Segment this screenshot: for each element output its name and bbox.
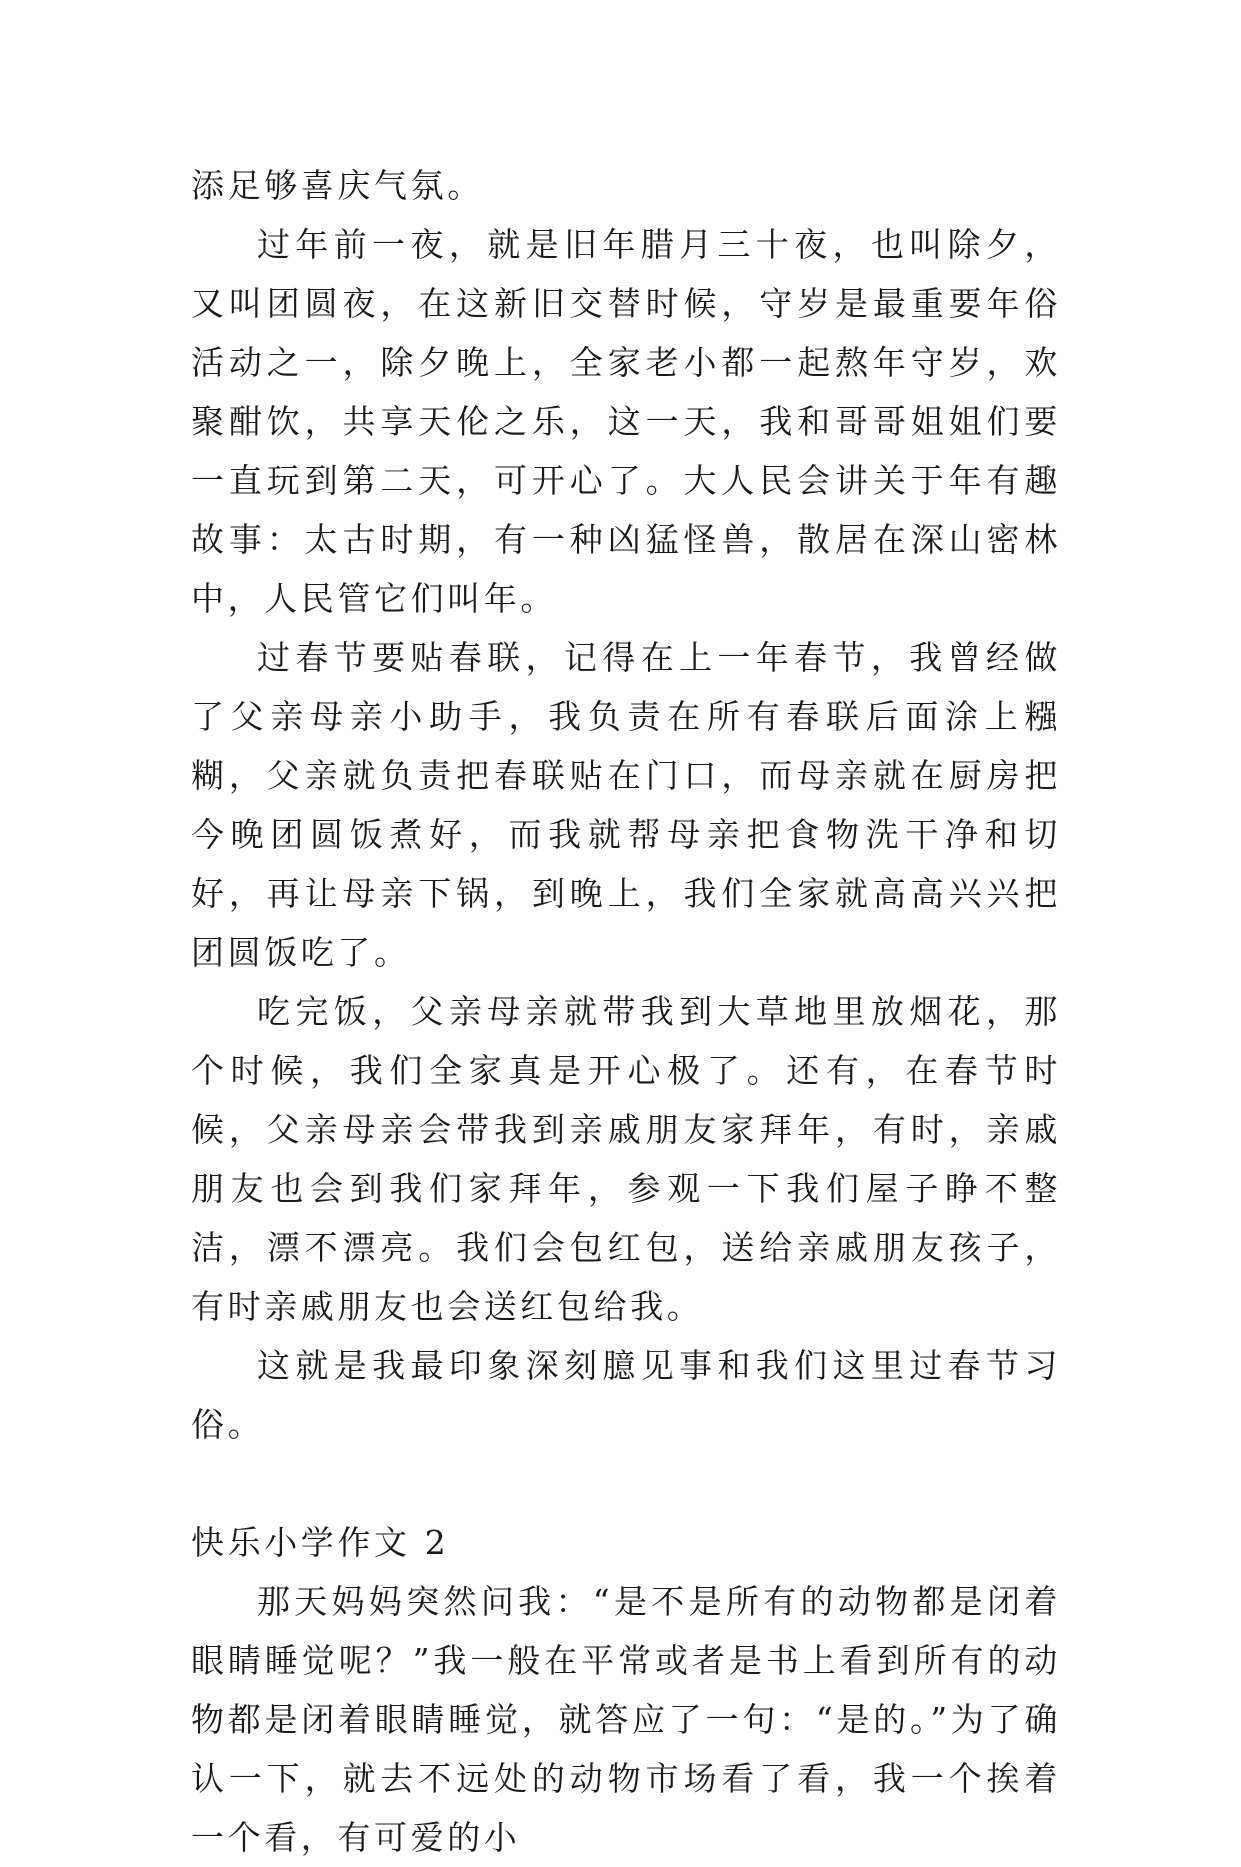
paragraph-new-years-eve: 过年前一夜，就是旧年腊月三十夜，也叫除夕，又叫团圆夜，在这新旧交替时候，守岁是最重要年俗活动之一，除夕晚上，全家老小都一起熬年守岁，欢聚酣饮，共享天伦之乐，这一天，我和哥哥姐姐们要一直玩到第二天，可开心了。大人民会讲关于年有趣故事：太古时期，有一种凶猛怪兽，散居在深山密林中，人民管它们叫年。 (191, 225, 1061, 618)
paragraph-spring-couplets: 过春节要贴春联，记得在上一年春节，我曾经做了父亲母亲小助手，我负责在所有春联后面涂上糨糊，父亲就负责把春联贴在门口，而母亲就在厨房把今晚团圆饭煮好，而我就帮母亲把食物洗干净和切好，再让母亲下锅，到晚上，我们全家就高高兴兴把团圆饭吃了。 (191, 638, 1061, 972)
paragraph-conclusion: 这就是我最印象深刻臆见事和我们这里过春节习俗。 (191, 1346, 1061, 1444)
paragraph-section-2-intro: 那天妈妈突然问我：“是不是所有的动物都是闭着眼睛睡觉呢？”我一般在平常或者是书上看到所有的动物都是闭着眼睛睡觉，就答应了一句：“是的。”为了确认一下，就去不远处的动物市场看了看，我一个挨着一个看，有可爱的小 (191, 1582, 1061, 1857)
document-body (191, 156, 1061, 1867)
paragraph-fireworks: 吃完饭，父亲母亲就带我到大草地里放烟花，那个时候，我们全家真是开心极了。还有，在春节时候，父亲母亲会带我到亲戚朋友家拜年，有时，亲戚朋友也会到我们家拜年，参观一下我们屋子睁不整洁，漂不漂亮。我们会包红包，送给亲戚朋友孩子，有时亲戚朋友也会送红包给我。 (191, 992, 1061, 1326)
paragraph-continuation: 添足够喜庆气氛。 (191, 166, 484, 205)
section-title: 快乐小学作文 2 (191, 1523, 450, 1562)
